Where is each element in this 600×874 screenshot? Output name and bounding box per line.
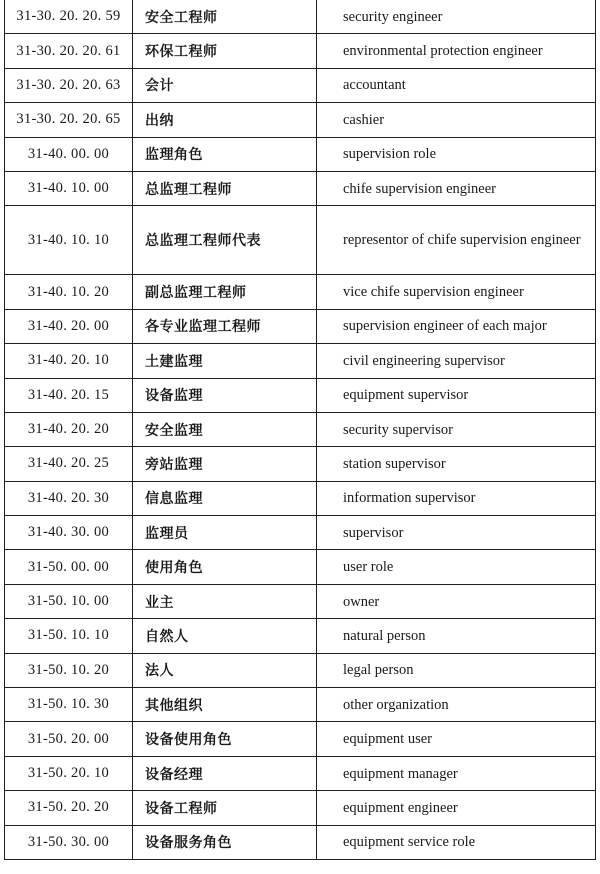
- table-row: [5, 688, 596, 722]
- chinese-term-cell: 监理角色: [133, 137, 317, 171]
- chinese-term-cell: 安全工程师: [133, 0, 317, 34]
- chinese-term-cell: 自然人: [133, 619, 317, 653]
- english-term-cell: supervision engineer of each major: [317, 309, 596, 343]
- english-term-cell: vice chife supervision engineer: [317, 275, 596, 309]
- table-row: [5, 34, 596, 68]
- chinese-term-cell: 业主: [133, 584, 317, 618]
- english-term-cell: environmental protection engineer: [317, 34, 596, 68]
- chinese-term-cell: 信息监理: [133, 481, 317, 515]
- code-cell: 31-50. 30. 00: [5, 825, 133, 859]
- chinese-term-cell: 安全监理: [133, 412, 317, 446]
- english-term-cell: natural person: [317, 619, 596, 653]
- chinese-term-cell: 旁站监理: [133, 447, 317, 481]
- code-cell: 31-40. 20. 30: [5, 481, 133, 515]
- table-row: [5, 447, 596, 481]
- code-cell: 31-40. 20. 00: [5, 309, 133, 343]
- table-row: [5, 0, 596, 34]
- code-cell: 31-50. 10. 30: [5, 688, 133, 722]
- table-row: [5, 619, 596, 653]
- chinese-term-cell: 使用角色: [133, 550, 317, 584]
- table-row: [5, 653, 596, 687]
- chinese-term-cell: 其他组织: [133, 688, 317, 722]
- code-cell: 31-40. 20. 15: [5, 378, 133, 412]
- code-cell: 31-50. 10. 00: [5, 584, 133, 618]
- code-cell: 31-40. 10. 10: [5, 206, 133, 275]
- code-cell: 31-40. 20. 10: [5, 344, 133, 378]
- code-cell: 31-40. 20. 20: [5, 412, 133, 446]
- table-row: [5, 481, 596, 515]
- table-row: [5, 378, 596, 412]
- english-term-cell: equipment manager: [317, 756, 596, 790]
- table-row: [5, 412, 596, 446]
- chinese-term-cell: 监理员: [133, 516, 317, 550]
- english-term-cell: security engineer: [317, 0, 596, 34]
- chinese-term-cell: 总监理工程师代表: [133, 206, 317, 275]
- code-cell: 31-50. 20. 20: [5, 791, 133, 825]
- code-cell: 31-40. 00. 00: [5, 137, 133, 171]
- chinese-term-cell: 设备经理: [133, 756, 317, 790]
- classification-table-container: [4, 0, 595, 860]
- table-row: [5, 275, 596, 309]
- code-cell: 31-30. 20. 20. 61: [5, 34, 133, 68]
- code-cell: 31-40. 30. 00: [5, 516, 133, 550]
- english-term-cell: security supervisor: [317, 412, 596, 446]
- chinese-term-cell: 副总监理工程师: [133, 275, 317, 309]
- english-term-cell: supervision role: [317, 137, 596, 171]
- english-term-cell: civil engineering supervisor: [317, 344, 596, 378]
- english-term-cell: equipment engineer: [317, 791, 596, 825]
- table-body: [5, 0, 596, 859]
- table-row: [5, 550, 596, 584]
- english-term-cell: accountant: [317, 68, 596, 102]
- code-cell: 31-50. 20. 00: [5, 722, 133, 756]
- english-term-cell: equipment user: [317, 722, 596, 756]
- english-term-cell: station supervisor: [317, 447, 596, 481]
- table-row: [5, 791, 596, 825]
- table-row: [5, 516, 596, 550]
- code-cell: 31-40. 10. 20: [5, 275, 133, 309]
- chinese-term-cell: 设备服务角色: [133, 825, 317, 859]
- chinese-term-cell: 总监理工程师: [133, 171, 317, 205]
- code-cell: 31-50. 10. 10: [5, 619, 133, 653]
- table-row: [5, 68, 596, 102]
- table-row: [5, 103, 596, 137]
- english-term-cell: information supervisor: [317, 481, 596, 515]
- chinese-term-cell: 设备使用角色: [133, 722, 317, 756]
- english-term-cell: equipment service role: [317, 825, 596, 859]
- table-row: [5, 137, 596, 171]
- chinese-term-cell: 法人: [133, 653, 317, 687]
- code-cell: 31-50. 00. 00: [5, 550, 133, 584]
- table-row: [5, 722, 596, 756]
- table-row: [5, 206, 596, 275]
- chinese-term-cell: 土建监理: [133, 344, 317, 378]
- table-row: [5, 825, 596, 859]
- chinese-term-cell: 出纳: [133, 103, 317, 137]
- chinese-term-cell: 各专业监理工程师: [133, 309, 317, 343]
- table-row: [5, 171, 596, 205]
- code-cell: 31-30. 20. 20. 65: [5, 103, 133, 137]
- table-row: [5, 309, 596, 343]
- code-cell: 31-40. 10. 00: [5, 171, 133, 205]
- english-term-cell: owner: [317, 584, 596, 618]
- code-cell: 31-40. 20. 25: [5, 447, 133, 481]
- code-cell: 31-50. 20. 10: [5, 756, 133, 790]
- table-row: [5, 584, 596, 618]
- table-row: [5, 344, 596, 378]
- chinese-term-cell: 会计: [133, 68, 317, 102]
- table-row: [5, 756, 596, 790]
- code-cell: 31-50. 10. 20: [5, 653, 133, 687]
- chinese-term-cell: 设备监理: [133, 378, 317, 412]
- english-term-cell: representor of chife supervision engineer: [317, 206, 596, 275]
- english-term-cell: supervisor: [317, 516, 596, 550]
- english-term-cell: cashier: [317, 103, 596, 137]
- role-classification-table: [4, 0, 596, 860]
- english-term-cell: legal person: [317, 653, 596, 687]
- code-cell: 31-30. 20. 20. 59: [5, 0, 133, 34]
- english-term-cell: chife supervision engineer: [317, 171, 596, 205]
- code-cell: 31-30. 20. 20. 63: [5, 68, 133, 102]
- chinese-term-cell: 环保工程师: [133, 34, 317, 68]
- english-term-cell: equipment supervisor: [317, 378, 596, 412]
- chinese-term-cell: 设备工程师: [133, 791, 317, 825]
- english-term-cell: other organization: [317, 688, 596, 722]
- english-term-cell: user role: [317, 550, 596, 584]
